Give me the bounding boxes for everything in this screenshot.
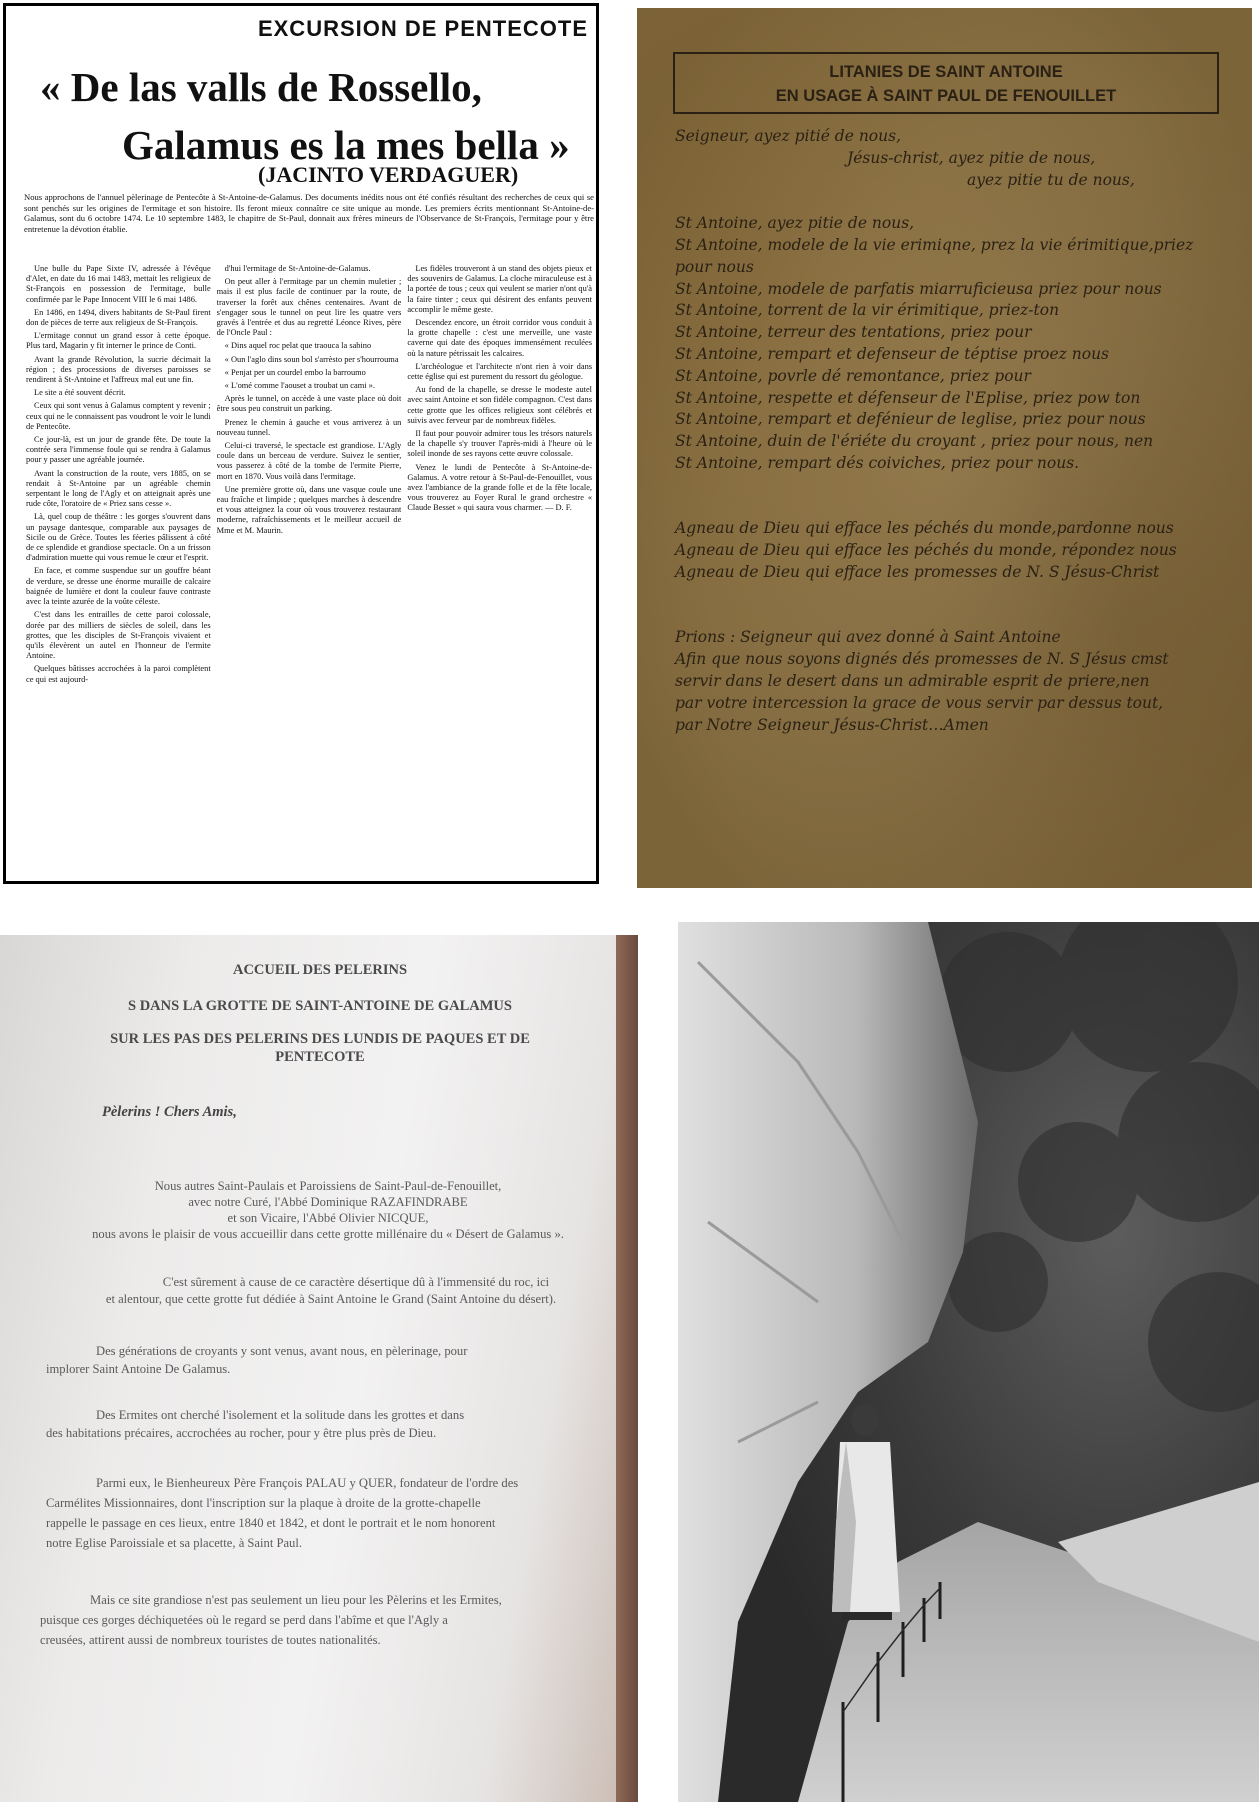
- welcome-paragraph-3: [46, 1342, 576, 1378]
- newspaper-paragraph: Le site a été souvent décrit.: [34, 388, 126, 398]
- litany-line: [675, 191, 1240, 213]
- litany-line: Seigneur, ayez pitié de nous,: [675, 127, 901, 145]
- welcome-line: avec notre Curé, l'Abbé Dominique RAZAFINDRABE: [188, 1195, 468, 1209]
- newspaper-paragraph: On peut aller à l'ermitage par un chemin muletier ; mais il est plus facile de continuer par la route, de traverser la forêt aux chênes centenaires. Avant de s'engager sous le tunnel on peut lire les quatre vers gravés à l'entrée et dus au regretté Léonce Rives, père de l'Oncle Paul :: [216, 277, 402, 338]
- welcome-paragraph-4: [46, 1406, 606, 1442]
- litany-line: [675, 497, 1240, 519]
- welcome-line: notre Eglise Paroissiale et sa placette, à Saint Paul.: [46, 1536, 303, 1550]
- litany-line: par Notre Seigneur Jésus-Christ…Amen: [675, 715, 989, 734]
- litany-line: St Antoine, povrle dé remontance, priez pour: [675, 366, 1031, 385]
- litany-line: St Antoine, respette et défenseur de l'Eplise, priez pow ton: [675, 388, 1141, 407]
- welcome-line: Des générations de croyants y sont venus, avant nous, en pèlerinage, pour: [96, 1344, 468, 1358]
- newspaper-paragraph: Là, quel coup de théâtre : les gorges s'ouvrent dans un paysage dantesque, comparable aux paysages de Sicile ou de Grèce. Toutes les féeries pâlissent à côté de ce splendide et grandiose spectacle. On a un frisson d'admiration muette qui vous remue le cœur et l'esprit.: [26, 512, 211, 563]
- welcome-line: et alentour, que cette grotte fut dédiée à Saint Antoine le Grand (Saint Antoine du désert).: [105, 1292, 557, 1306]
- newspaper-paragraph: Ceux qui sont venus à Galamus comptent y revenir ; ceux qui ne le connaissent pas voudront le voir le lundi de Pentecôte.: [26, 401, 211, 431]
- litany-line: St Antoine, torrent de la vir érimitique, priez-ton: [675, 301, 1060, 320]
- litany-line: Agneau de Dieu qui efface les péchés du monde,pardonne nous: [675, 519, 1174, 538]
- welcome-paragraph-2: [46, 1274, 616, 1308]
- welcome-paragraph-5: [46, 1473, 616, 1553]
- newspaper-columns: [26, 264, 592, 864]
- newspaper-paragraph: Une bulle du Pape Sixte IV, adressée à l'évêque d'Alet, en date du 16 mai 1483, mettait les religieux de St-François en possession de l'ermitage, bulle confirmée par le Pape Innocent VIII le 6 mai 1486.: [26, 264, 211, 304]
- litany-line: St Antoine, duin de l'ériéte du croyant , priez pour nous, nen: [675, 432, 1154, 451]
- litany-line: St Antoine, terreur des tentations, priez pour: [675, 323, 1032, 342]
- photo-illustration: [678, 922, 1259, 1802]
- welcome-heading-2: S DANS LA GROTTE DE SAINT-ANTOINE DE GALAMUS: [128, 998, 512, 1014]
- welcome-line: Parmi eux, le Bienheureux Père François PALAU y QUER, fondateur de l'ordre des: [96, 1476, 519, 1490]
- newspaper-paragraph: Ce jour-là, est un jour de grande fête. De toute la contrée sera l'immense foule qui se rendra à Galamus pour y passer une agréable journée.: [26, 435, 211, 465]
- litany-title-line-1: LITANIES DE SAINT ANTOINE: [829, 63, 1063, 81]
- newspaper-paragraph: Une première grotte où, dans une vasque coule une eau fraîche et limpide ; quelques marches à descendre et vous atteignez la cour où vous trouverez restaurant moderne, rafraîchissements et le meilleur accueil de Mme et M. Maurin.: [216, 484, 402, 535]
- newspaper-column-1: [26, 264, 211, 864]
- litany-line: pour nous: [675, 257, 754, 276]
- newspaper-byline: (JACINTO VERDAGUER): [258, 162, 519, 187]
- newspaper-column-3: [407, 264, 592, 864]
- hermitage-path-photo: [678, 922, 1259, 1802]
- newspaper-paragraph: Avant la grande Révolution, la sucrie décimait la région ; des processions de diverses paroisses se rendirent à St-Antoine et l'affreux mal eut une fin.: [26, 354, 211, 385]
- litany-line: Jésus-christ, ayez pitie de nous,: [847, 148, 1096, 167]
- newspaper-paragraph: C'est dans les entrailles de cette paroi colossale, dorée par des milliers de siècles de soleil, dans les grottes, que les disciples de St-François vivaient et qu'ils élevèrent un autel en l'honneur de l'ermite Antoine.: [26, 610, 211, 661]
- newspaper-paragraph: « L'omé comme l'aouset a troubat un cami ».: [224, 381, 375, 391]
- litany-title-box: [673, 52, 1219, 114]
- litany-line: [675, 584, 1240, 606]
- welcome-line: nous avons le plaisir de vous accueillir dans cette grotte millénaire du « Désert de Galamus ».: [92, 1227, 564, 1241]
- litany-line: St Antoine, modele de parfatis miarruficieusa priez pour nous: [675, 279, 1162, 298]
- litany-line: Afin que nous soyons dignés dés promesses de N. S Jésus cmst: [675, 650, 1169, 669]
- newspaper-paragraph: Avant la construction de la route, vers 1885, on se rendait à St-Antoine par un agréable chemin serpentant le long de l'Agly et on atteignait après une rude côte, l'oratoire de « Priez sans cesse ».: [26, 468, 211, 509]
- litany-line: St Antoine, rempart et defénieur de leglise, priez pour nous: [675, 410, 1146, 429]
- welcome-line: C'est sûrement à cause de ce caractère désertique dû à l'immensité du roc, ici: [162, 1275, 550, 1289]
- newspaper-paragraph: Les fidèles trouveront à un stand des objets pieux et des souvenirs de Galamus. La cloche miraculeuse est à la portée de tous ; ceux qui veulent se marier n'ont qu'à la faire tinter ; ceux qui désirent des enfants peuvent accomplir le même geste.: [407, 264, 593, 314]
- welcome-heading-3: SUR LES PAS DES PELERINS DES LUNDIS DE PAQUES ET DE PENTECOTE: [110, 1031, 530, 1065]
- litany-line: St Antoine, modele de la vie erimiqne, prez la vie érimitique,priez: [675, 235, 1194, 254]
- newspaper-paragraph: « Dins aquel roc pelat que traouca la sabino: [224, 341, 372, 351]
- newspaper-paragraph: « Oun l'aglo dins soun bol s'arrèsto per s'hourrouma: [224, 354, 399, 364]
- litany-parchment: [637, 8, 1252, 888]
- litany-line: par votre intercession la grace de vous servir par dessus tout,: [675, 693, 1164, 712]
- welcome-heading-1: ACCUEIL DES PELERINS: [232, 962, 408, 978]
- newspaper-paragraph: Il faut pour pouvoir admirer tous les trésors naturels de la chapelle s'y trouver l'après-midi à l'heure où le soleil inonde de ses rayons cette œuvre colossale.: [407, 429, 593, 459]
- litany-line: St Antoine, ayez pitie de nous,: [675, 214, 915, 233]
- newspaper-paragraph: En face, et comme suspendue sur un gouffre béant de verdure, se dresse une énorme muraille de calcaire baignée de lumière et dont la couleur fauve contraste avec la teinte azurée de la voûte céleste.: [26, 566, 211, 607]
- newspaper-paragraph: Quelques bâtisses accrochées à la paroi complètent ce qui est aujourd-: [26, 664, 211, 684]
- newspaper-lead: Nous approchons de l'annuel pèlerinage de Pentecôte à St-Antoine-de-Galamus. Des documents inédits nous ont été confiés résultant des recherches de ceux qui se sont penchés sur les origines de l'ermitage et son histoire. Ils feront mieux connaître ce site unique au monde. Les premiers écrits mentionnant St-Antoine-de-Galamus, sont du 6 octobre 1474. Le 10 septembre 1483, le chapitre de St-Paul, donnait aux frères mineurs de l'Observance de St-François, l'ermitage pour y être entretenue la dévotion établie.: [24, 192, 594, 234]
- litany-line: ayez pitie tu de nous,: [967, 170, 1135, 189]
- litany-line: [675, 606, 1240, 628]
- welcome-line: Mais ce site grandiose n'est pas seulement un lieu pour les Pèlerins et les Ermites,: [90, 1593, 502, 1607]
- newspaper-paragraph: Prenez le chemin à gauche et vous arriverez à un nouveau tunnel.: [216, 417, 402, 437]
- litany-line: [675, 475, 1240, 497]
- welcome-line: Nous autres Saint-Paulais et Paroissiens de Saint-Paul-de-Fenouillet,: [154, 1179, 502, 1193]
- litany-text: [675, 126, 1240, 736]
- newspaper-paragraph: Descendez encore, un étroit corridor vous conduit à la grotte chapelle : c'est une merveille, une vaste caverne qui date des époques immensément reculées où la nature pétrissait les calcaires.: [407, 318, 593, 358]
- litany-title-line-2: EN USAGE À SAINT PAUL DE FENOUILLET: [775, 87, 1117, 105]
- newspaper-paragraph: Après le tunnel, on accède à une vaste place où doit être sous peu construit un parking.: [216, 394, 402, 414]
- welcome-paragraph-1: [48, 1178, 608, 1242]
- sheet-edge-background: [616, 935, 638, 1802]
- litany-line: St Antoine, rempart dés coiviches, priez pour nous.: [675, 453, 1080, 472]
- litany-line: St Antoine, rempart et defenseur de téptise proez nous: [675, 344, 1110, 363]
- newspaper-paragraph: d'hui l'ermitage de St-Antoine-de-Galamus.: [224, 264, 371, 273]
- headline-line-2: Galamus es la mes bella »: [122, 122, 570, 168]
- newspaper-paragraph: « Penjat per un courdel embo la barroumo: [224, 367, 366, 377]
- newspaper-headline: [40, 58, 599, 174]
- newspaper-paragraph: L'ermitage connut un grand essor à cette époque. Plus tard, Magarin y fit interner le prince de Conti.: [26, 331, 211, 351]
- welcome-line: Des Ermites ont cherché l'isolement et la solitude dans les grottes et dans: [96, 1408, 465, 1422]
- welcome-line: des habitations précaires, accrochées au rocher, pour y être plus près de Dieu.: [46, 1426, 437, 1440]
- welcome-line: rappelle le passage en ces lieux, entre 1840 et 1842, et dont le portrait et le nom honorent: [46, 1516, 496, 1530]
- newspaper-paragraph: En 1486, en 1494, divers habitants de St-Paul firent don de pièces de terre aux religieux de St-François.: [26, 307, 211, 328]
- welcome-greeting: Pèlerins ! Chers Amis,: [102, 1104, 237, 1120]
- newspaper-paragraph: Celui-ci traversé, le spectacle est grandiose. L'Agly coule dans un berceau de verdure. Suivez le sentier, vous passerez à côté de la tombe de l'ermite Pierre, mort en 1870. Vous voilà dans l'ermitage.: [216, 441, 402, 481]
- litany-line: Agneau de Dieu qui efface les promesses de N. S Jésus-Christ: [675, 562, 1160, 581]
- welcome-paragraph-6: [40, 1590, 615, 1650]
- headline-line-1: « De las valls de Rossello,: [40, 64, 482, 110]
- welcome-line: creusées, attirent aussi de nombreux touristes de toutes nationalités.: [40, 1633, 381, 1647]
- welcome-line: et son Vicaire, l'Abbé Olivier NICQUE,: [227, 1211, 429, 1225]
- litany-line: Agneau de Dieu qui efface les péchés du monde, répondez nous: [675, 541, 1177, 560]
- newspaper-paragraph: Venez le lundi de Pentecôte à St-Antoine-de-Galamus. A votre retour à St-Paul-de-Fenouillet, vous avez l'ambiance de la grande folle et de la fête locale, vous trouverez au Foyer Rural le grand orchestre « Claude Besset » qui saura vous charmer. — D. F.: [407, 462, 593, 513]
- newspaper-column-2: [217, 264, 402, 864]
- litany-line: servir dans le desert dans un admirable esprit de priere,nen: [675, 671, 1150, 690]
- newspaper-clipping: [3, 3, 599, 884]
- newspaper-paragraph: L'archéologue et l'architecte n'ont rien à voir dans cette église qui est purement du ressort du géologue.: [407, 361, 593, 382]
- newspaper-paragraph: Au fond de la chapelle, se dresse le modeste autel avec saint Antoine et son fidèle compagnon. C'est dans cette grotte que les offices religieux sont célébrés et suivis avec ferveur par de nombreux fidèles.: [407, 385, 593, 425]
- welcome-line: puisque ces gorges déchiquetées où le regard se perd dans l'abîme et que l'Agly a: [40, 1613, 448, 1627]
- litany-line: Prions : Seigneur qui avez donné à Saint Antoine: [675, 628, 1061, 647]
- welcome-line: implorer Saint Antoine De Galamus.: [46, 1362, 231, 1376]
- welcome-line: Carmélites Missionnaires, dont l'inscription sur la plaque à droite de la grotte-chapelle: [46, 1496, 481, 1510]
- newspaper-kicker: EXCURSION DE PENTECOTE: [257, 16, 588, 41]
